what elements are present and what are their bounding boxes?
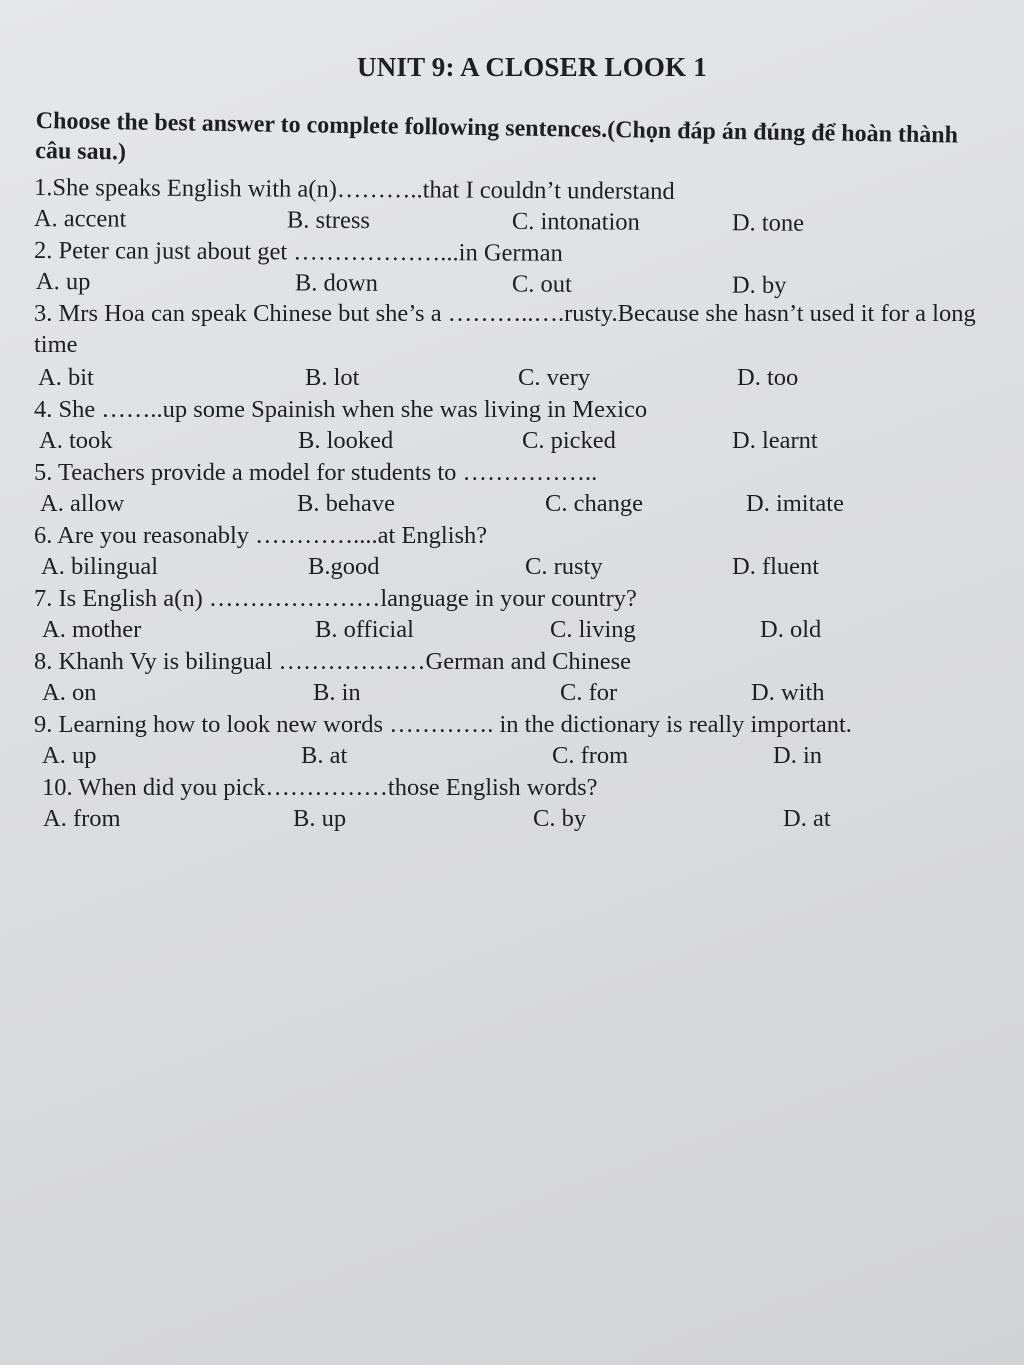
question-8: [34, 646, 1009, 709]
question-7-text: 7. Is English a(n) …………………language in your country?: [34, 585, 637, 612]
question-4-option-a: A. took: [39, 427, 113, 454]
question-8-option-a: A. on: [42, 679, 97, 706]
question-9-text: 9. Learning how to look new words …………. in the dictionary is really important.: [34, 711, 852, 738]
question-3-options: [34, 362, 1009, 394]
question-2-text: 2. Peter can just about get ………………...in German: [34, 237, 563, 267]
question-7-options: [34, 614, 1009, 646]
question-7: [34, 583, 1009, 646]
question-list: [34, 172, 1009, 835]
question-3: [34, 298, 1009, 394]
question-4-option-d: D. learnt: [732, 427, 818, 454]
question-10-option-d: D. at: [783, 805, 831, 832]
question-8-text: 8. Khanh Vy is bilingual ………………German and Chinese: [34, 648, 632, 675]
question-3-option-a: A. bit: [38, 364, 94, 391]
question-6-option-c: C. rusty: [525, 553, 603, 580]
question-5-options: [34, 488, 1009, 520]
question-6-option-d: D. fluent: [732, 553, 820, 580]
question-9-option-b: B. at: [301, 742, 348, 769]
question-3-option-c: C. very: [518, 364, 591, 391]
question-4-option-b: B. looked: [298, 427, 394, 454]
question-7-option-c: C. living: [550, 616, 636, 643]
question-1-text: 1.She speaks English with a(n)………..that I couldn’t understand: [34, 174, 675, 205]
question-2-option-d: D. by: [731, 271, 787, 299]
question-9: [34, 709, 1009, 772]
question-8-option-d: D. with: [751, 679, 825, 706]
question-8-options: [34, 677, 1009, 709]
question-1: [34, 172, 1009, 241]
question-3-option-b: B. lot: [305, 364, 360, 391]
question-10-text: 10. When did you pick……………those English words?: [42, 774, 598, 801]
question-1-option-b: B. stress: [286, 206, 371, 235]
question-7-option-a: A. mother: [42, 616, 142, 643]
question-10: [34, 772, 1009, 835]
question-5-option-c: C. change: [545, 490, 643, 517]
question-5-text: 5. Teachers provide a model for students to ……………..: [34, 459, 598, 486]
question-6-option-a: A. bilingual: [41, 553, 159, 580]
question-7-option-b: B. official: [315, 616, 414, 643]
question-9-option-a: A. up: [42, 742, 97, 769]
question-3-text: 3. Mrs Hoa can speak Chinese but she’s a ………..….rusty.Because she hasn’t used it for a long time: [34, 300, 976, 358]
question-6-option-b: B.good: [308, 553, 380, 580]
question-10-option-b: B. up: [293, 805, 347, 832]
question-6: [34, 520, 1009, 583]
question-6-options: [34, 551, 1009, 583]
question-9-option-d: D. in: [773, 742, 822, 769]
question-4-text: 4. She ……..up some Spainish when she was living in Mexico: [34, 396, 648, 423]
question-2: [34, 235, 1009, 303]
instruction-text: Choose the best answer to complete following sentences.(Chọn đáp án đúng để hoàn thành câu sau.): [35, 107, 959, 166]
question-5-option-d: D. imitate: [746, 490, 844, 517]
question-6-text: 6. Are you reasonably …………....at English?: [34, 522, 488, 549]
question-1-option-c: C. intonation: [511, 207, 640, 236]
question-10-option-c: C. by: [533, 805, 587, 832]
question-8-option-b: B. in: [313, 679, 361, 706]
question-9-option-c: C. from: [552, 742, 629, 769]
question-10-option-a: A. from: [43, 805, 121, 832]
question-4: [34, 394, 1009, 457]
question-2-option-b: B. down: [294, 269, 379, 297]
question-1-option-d: D. tone: [731, 209, 805, 237]
question-2-option-c: C. out: [511, 270, 572, 298]
question-4-option-c: C. picked: [522, 427, 616, 454]
question-2-option-a: A. up: [35, 268, 91, 296]
question-3-option-d: D. too: [737, 364, 799, 391]
question-5-option-b: B. behave: [297, 490, 395, 517]
worksheet-title: UNIT 9: A CLOSER LOOK 1: [357, 52, 707, 82]
question-5: [34, 457, 1009, 520]
question-8-option-c: C. for: [560, 679, 618, 706]
question-7-option-d: D. old: [760, 616, 822, 643]
question-4-options: [34, 425, 1009, 457]
question-10-options: [34, 803, 1009, 835]
question-9-options: [34, 740, 1009, 772]
question-5-option-a: A. allow: [40, 490, 125, 517]
question-1-option-a: A. accent: [33, 204, 127, 233]
